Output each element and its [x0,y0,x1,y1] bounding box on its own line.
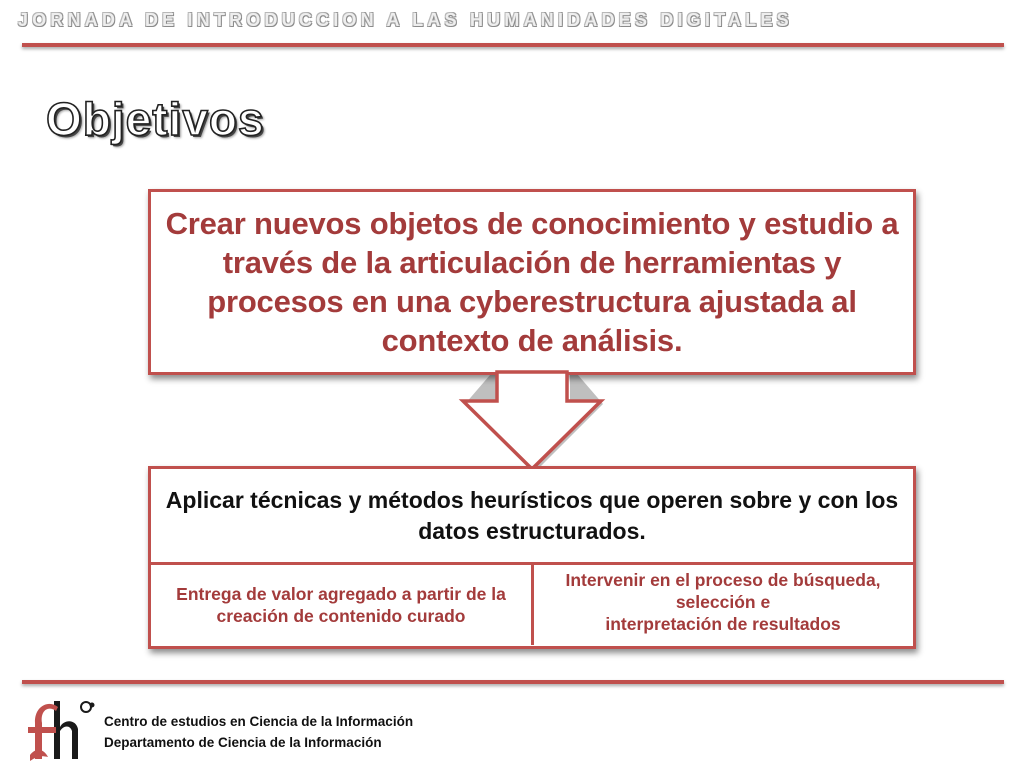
sub-objective-left [151,565,534,645]
sub-objective-right [534,565,912,645]
secondary-objective-cell [151,469,913,565]
down-arrow-icon [458,370,606,473]
sub-objective-right-line1: Intervenir en el proceso de búsqueda, selección e [565,570,881,612]
top-divider [22,43,1004,47]
secondary-objective-text: Aplicar técnicas y métodos heurísticos que operen sobre y con los datos estructurados. [165,486,899,544]
sub-objective-right-text [537,569,909,635]
main-objective-text: Crear nuevos objetos de conocimiento y estudio a través de la articulación de herramientas y procesos en una cyberestructura ajustada al contexto de análisis. [165,206,899,358]
bottom-divider [22,680,1004,684]
footer-text [104,711,413,753]
fh-logo-icon [26,697,98,763]
secondary-objective-box [148,466,916,649]
sub-objective-right-line2: interpretación de resultados [605,614,841,634]
slide-title: Objetivos [46,93,265,145]
footer-line-center: Centro de estudios en Ciencia de la Información [104,714,414,729]
event-title: JORNADA DE INTRODUCCION A LAS HUMANIDADES DIGITALES [18,10,793,30]
footer-line-department: Departamento de Ciencia de la Información [104,735,382,750]
main-objective-box [148,189,916,375]
sub-objective-left-text: Entrega de valor agregado a partir de la creación de contenido curado [176,584,506,626]
